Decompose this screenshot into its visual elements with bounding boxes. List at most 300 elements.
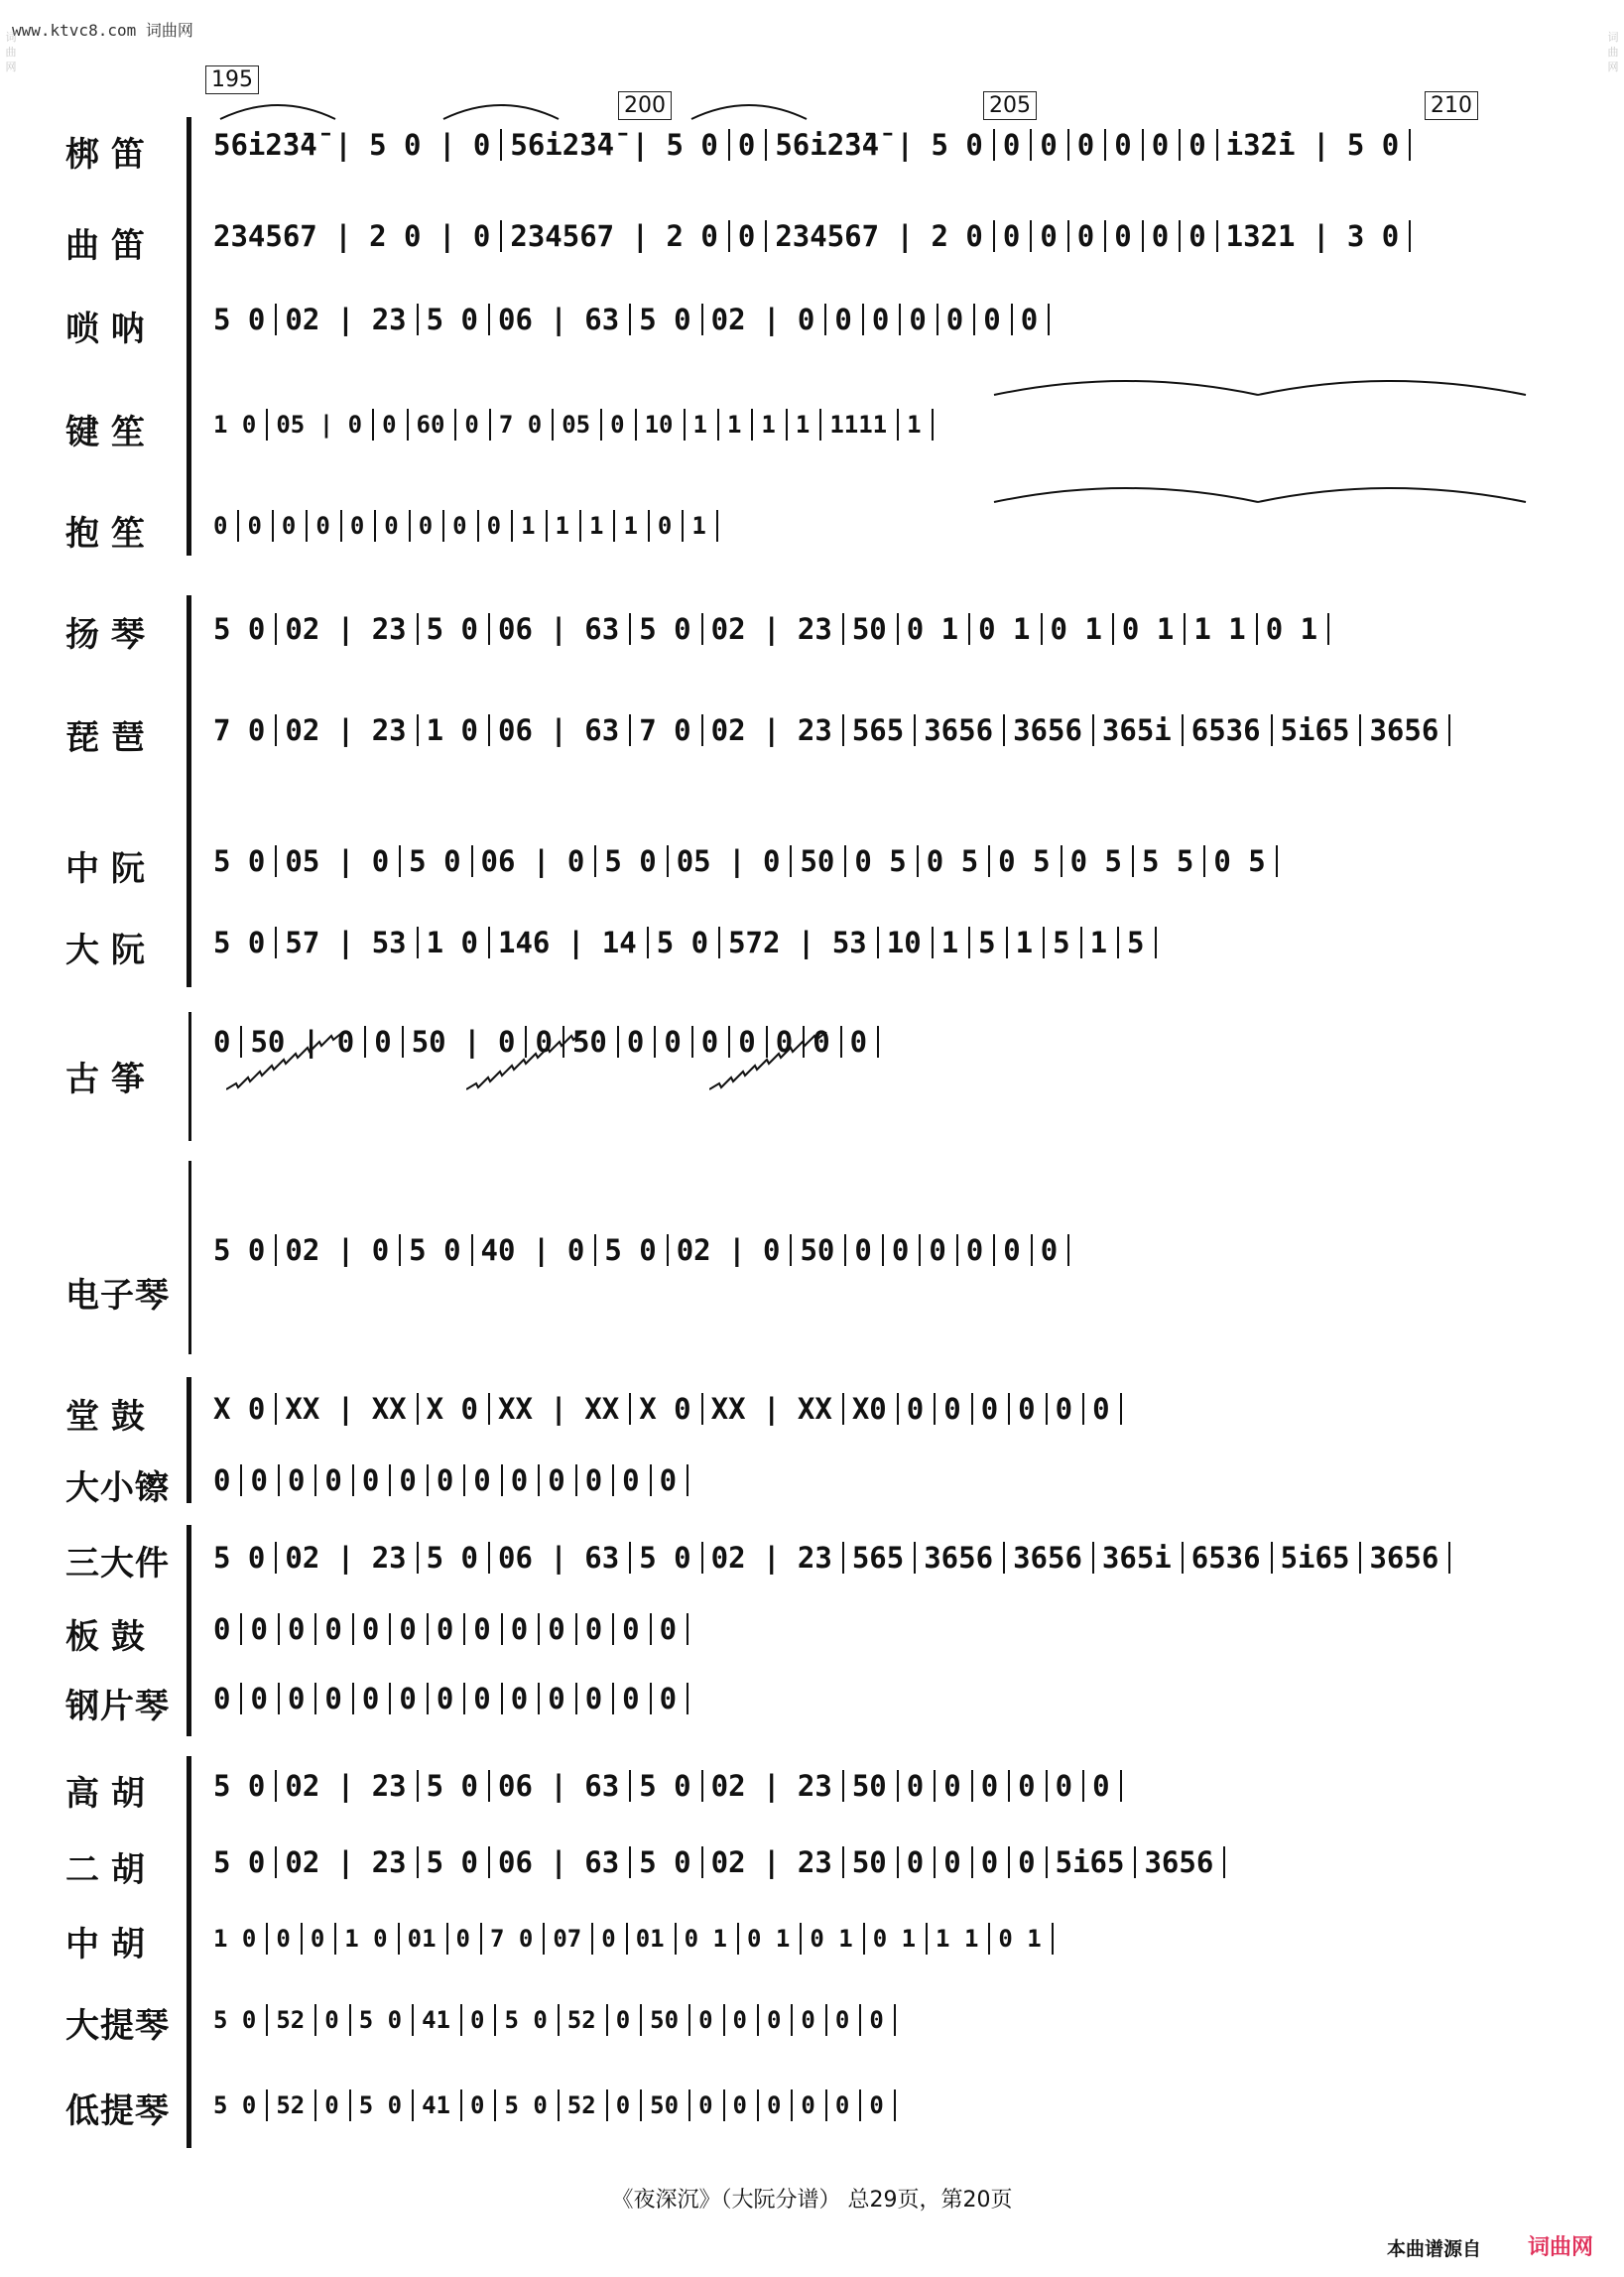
staff-row-baosheng	[213, 510, 1533, 542]
measure-cell: 0	[324, 1464, 353, 1496]
staff-row-pipa	[213, 714, 1533, 746]
side-watermark-right: 词曲网	[1607, 31, 1619, 73]
measure-cell: 02 | 23	[285, 1770, 418, 1802]
measure-cell: 0	[1092, 1393, 1121, 1425]
measure-cell: 0	[738, 220, 767, 252]
measure-cell: 1	[623, 510, 649, 542]
measure-cell: 0	[324, 2089, 350, 2121]
measure-cell: 41	[422, 2004, 462, 2036]
measure-cell: 0	[738, 129, 767, 161]
measure-cell: 5 0	[359, 2004, 414, 2036]
measure-cell: 0	[456, 1923, 482, 1955]
measure-cell: 5 0	[639, 304, 702, 335]
measure-cell: 0	[738, 1026, 767, 1058]
staff-row-jiansheng	[213, 409, 1533, 441]
measure-cell: 0	[374, 1026, 403, 1058]
staff-row-zhongruan	[213, 845, 1533, 877]
perc-bracket	[187, 1525, 191, 1736]
measure-cell: X 0	[427, 1393, 490, 1425]
measure-cell: 3656	[1369, 714, 1450, 746]
measure-cell: 0	[288, 1464, 316, 1496]
staff-row-yangqin	[213, 613, 1533, 645]
measure-cell: 0 1	[685, 1923, 739, 1955]
measure-cell: 0	[288, 1683, 316, 1714]
measure-cell: 0 1	[873, 1923, 928, 1955]
measure-cell: 56i2̄3̄4̄ | 5 0 | 0	[213, 129, 502, 161]
measure-cell: 0	[834, 304, 863, 335]
measure-cell: 0	[1152, 129, 1181, 161]
measure-cell: 0	[1018, 1393, 1047, 1425]
measure-cell: 1	[941, 927, 970, 958]
measure-cell: 0 5	[1213, 845, 1277, 877]
measure-cell: 10	[887, 927, 934, 958]
instrument-name-sandajian: 三大件	[65, 1544, 170, 1583]
measure-cell: 0	[399, 1683, 428, 1714]
staff-row-qudi	[213, 220, 1533, 252]
measure-cell: X 0	[639, 1393, 702, 1425]
measure-cell: 1	[556, 510, 581, 542]
measure-cell: 5 0	[213, 927, 277, 958]
measure-cell: 10	[645, 409, 686, 441]
instrument-name-yangqin: 扬 琴	[65, 615, 145, 655]
measure-cell: 0	[213, 1464, 242, 1496]
staff-row-ditiqin	[213, 2089, 1533, 2121]
measure-cell: 1 1	[1193, 613, 1257, 645]
glissando-mark-1	[226, 1032, 345, 1091]
measure-cell: 0	[1092, 1770, 1121, 1802]
measure-cell: 02 | 23	[285, 304, 418, 335]
measure-cell: 7 0	[490, 1923, 545, 1955]
measure-cell: 0	[660, 1683, 688, 1714]
measure-cell: 1	[907, 409, 933, 441]
measure-cell: 0	[1056, 1393, 1084, 1425]
staff-row-suona	[213, 304, 1533, 335]
measure-cell: 52	[276, 2004, 316, 2036]
measure-cell: 6536	[1191, 714, 1273, 746]
measure-cell: 0 5	[927, 845, 990, 877]
measure-cell: 0	[776, 1026, 805, 1058]
measure-cell: 0	[801, 2004, 826, 2036]
staff-row-erhu	[213, 1846, 1533, 1878]
measure-cell: 0	[854, 1234, 883, 1266]
measure-cell: 50	[800, 1234, 846, 1266]
measure-cell: 5 0	[213, 1234, 277, 1266]
measure-cell: 234567 | 2 0 | 0	[213, 220, 502, 252]
measure-cell: 0	[601, 1923, 627, 1955]
measure-cell: 0	[1188, 220, 1217, 252]
measure-cell: 0	[812, 1026, 841, 1058]
measure-cell: 0	[548, 1613, 576, 1645]
measure-cell: 0	[1041, 1234, 1069, 1266]
measure-number-210: 210	[1425, 91, 1478, 120]
measure-cell: 5 0	[427, 1846, 490, 1878]
measure-cell: 1 0	[213, 409, 268, 441]
measure-cell: 0	[324, 1613, 353, 1645]
measure-cell: 0	[907, 1846, 936, 1878]
staff-row-datiqin	[213, 2004, 1533, 2036]
measure-cell: 5 0	[213, 613, 277, 645]
measure-cell: 02 | 0	[677, 1234, 793, 1266]
staff-row-bangdi	[213, 129, 1533, 161]
measure-cell: 0	[943, 1770, 972, 1802]
measure-number-195: 195	[205, 65, 259, 94]
measure-cell: 0	[470, 2004, 496, 2036]
measure-cell: 50	[852, 1770, 899, 1802]
measure-cell: XX | XX	[498, 1393, 631, 1425]
source-label: 本曲谱源自	[1387, 2238, 1482, 2260]
measure-cell: 05 | 0	[677, 845, 793, 877]
measure-cell: 5 0	[409, 1234, 472, 1266]
measure-cell: 5 0	[213, 845, 277, 877]
measure-cell: 0	[1018, 1770, 1047, 1802]
measure-cell: 234567 | 2 0	[510, 220, 730, 252]
measure-cell: 0	[946, 304, 975, 335]
measure-cell: 0	[548, 1464, 576, 1496]
measure-cell: 60	[417, 409, 457, 441]
staff-row-zhonghu	[213, 1923, 1533, 1955]
side-watermark-left: 词曲网	[5, 31, 17, 73]
measure-cell: 52	[276, 2089, 316, 2121]
measure-cell: 0	[288, 1613, 316, 1645]
measure-cell: 0	[399, 1613, 428, 1645]
tie-arc	[992, 474, 1528, 504]
measure-cell: 0 1	[747, 1923, 802, 1955]
measure-cell: 0	[698, 2089, 724, 2121]
measure-cell: 05 | 0	[285, 845, 401, 877]
measure-number-205: 205	[983, 91, 1037, 120]
measure-cell: 5 0	[504, 2004, 559, 2036]
measure-cell: 1321 | 3 0	[1226, 220, 1412, 252]
page-footer: 《夜深沉》（大阮分谱） 总29页，第20页	[611, 2188, 1013, 2213]
measure-cell: 1 0	[427, 927, 490, 958]
measure-cell: 06 | 63	[498, 1542, 631, 1574]
measure-cell: 0	[585, 1464, 614, 1496]
measure-cell: 565	[852, 714, 916, 746]
measure-cell: 5	[978, 927, 1007, 958]
measure-cell: 1	[521, 510, 547, 542]
measure-cell: i3̄2̄i | 5 0	[1226, 129, 1412, 161]
measure-cell: 0	[213, 1683, 242, 1714]
measure-cell: 50	[800, 845, 846, 877]
measure-cell: 0	[627, 1026, 656, 1058]
measure-cell: 0	[384, 510, 410, 542]
measure-cell: 7 0	[499, 409, 554, 441]
measure-cell: 0	[535, 1026, 563, 1058]
measure-cell: 0	[1003, 1234, 1032, 1266]
measure-cell: 0	[981, 1393, 1010, 1425]
measure-cell: 0	[311, 1923, 336, 1955]
measure-cell: 3656	[1013, 714, 1094, 746]
measure-cell: 5 0	[639, 1770, 702, 1802]
measure-cell: 5	[1127, 927, 1156, 958]
measure-cell: 5 0	[213, 304, 277, 335]
measure-cell: 5 0	[359, 2089, 414, 2121]
measure-cell: 1 0	[344, 1923, 399, 1955]
instrument-name-erhu: 二 胡	[65, 1850, 145, 1890]
staff-row-daxiaocha	[213, 1464, 1533, 1496]
strings-bracket	[187, 1756, 191, 2148]
measure-cell: 50 | 0	[412, 1026, 528, 1058]
measure-cell: 0	[511, 1683, 540, 1714]
measure-cell: 57 | 53	[285, 927, 418, 958]
measure-cell: 0	[660, 1464, 688, 1496]
measure-cell: 5 0	[213, 1542, 277, 1574]
measure-cell: 0	[585, 1613, 614, 1645]
measure-cell: 5 0	[657, 927, 720, 958]
measure-cell: 5 0	[213, 2089, 268, 2121]
measure-cell: 0	[399, 1464, 428, 1496]
staff-row-sandajian	[213, 1542, 1533, 1574]
staff-row-tanggu	[213, 1393, 1533, 1425]
guzheng-brace	[188, 1012, 191, 1141]
instrument-name-bangu: 板 鼓	[65, 1617, 145, 1657]
measure-cell: 0	[585, 1683, 614, 1714]
measure-cell: 0	[250, 1683, 279, 1714]
measure-cell: X0	[852, 1393, 899, 1425]
instrument-name-jiansheng: 键 笙	[65, 413, 145, 452]
measure-cell: 02 | 23	[711, 1770, 844, 1802]
staff-row-daruan	[213, 927, 1533, 958]
measure-cell: 5	[1053, 927, 1081, 958]
measure-cell: 0	[869, 2089, 895, 2121]
measure-cell: 0	[511, 1613, 540, 1645]
measure-cell: 1	[691, 510, 717, 542]
measure-cell: 3656	[1369, 1542, 1450, 1574]
measure-cell: 0	[1077, 129, 1106, 161]
measure-cell: 0	[966, 1234, 995, 1266]
measure-cell: 0	[622, 1683, 651, 1714]
measure-cell: 01	[408, 1923, 448, 1955]
measure-cell: 02 | 23	[711, 613, 844, 645]
measure-cell: XX | XX	[711, 1393, 844, 1425]
glissando-mark-2	[466, 1032, 585, 1091]
measure-cell: 565	[852, 1542, 916, 1574]
measure-cell: 0	[1114, 220, 1143, 252]
measure-cell: 02 | 23	[285, 714, 418, 746]
measure-cell: 56i2̄3̄4̄ | 5 0	[510, 129, 730, 161]
measure-cell: 0	[511, 1464, 540, 1496]
measure-cell: 0	[622, 1464, 651, 1496]
measure-cell: 05 | 0	[276, 409, 374, 441]
measure-cell: 1	[727, 409, 753, 441]
measure-cell: 0	[324, 2004, 350, 2036]
measure-cell: 1	[693, 409, 719, 441]
measure-cell: 5 0	[213, 1846, 277, 1878]
measure-cell: 0 1	[1051, 613, 1114, 645]
measure-cell: 02 | 23	[285, 1542, 418, 1574]
measure-cell: 7 0	[213, 714, 277, 746]
woodwind-bracket	[187, 117, 191, 556]
measure-cell: 07	[553, 1923, 593, 1955]
measure-cell: 365i	[1102, 714, 1184, 746]
measure-cell: 0	[1077, 220, 1106, 252]
measure-cell: 5 0	[639, 1846, 702, 1878]
measure-cell: 0	[487, 510, 513, 542]
measure-cell: 5i65	[1281, 714, 1362, 746]
plucked-bracket	[187, 595, 191, 987]
instrument-name-daxiaocha: 大小镲	[65, 1468, 170, 1508]
measure-cell: 0	[943, 1846, 972, 1878]
measure-cell: 0	[247, 510, 273, 542]
measure-cell: 0	[324, 1683, 353, 1714]
instrument-name-tanggu: 堂 鼓	[65, 1397, 145, 1437]
measure-cell: 0	[1040, 220, 1068, 252]
measure-cell: 02 | 0	[711, 304, 827, 335]
measure-cell: 0	[1114, 129, 1143, 161]
measure-cell: 0	[473, 1464, 502, 1496]
measure-cell: 0 1	[907, 613, 970, 645]
measure-cell: 41	[422, 2089, 462, 2121]
measure-cell: 0	[362, 1683, 391, 1714]
measure-cell: 0	[470, 2089, 496, 2121]
instrument-name-zhonghu: 中 胡	[65, 1925, 145, 1964]
measure-cell: 02 | 0	[285, 1234, 401, 1266]
measure-cell: 5 5	[1142, 845, 1205, 877]
measure-cell: 146 | 14	[498, 927, 649, 958]
measure-cell: 0	[981, 1770, 1010, 1802]
measure-cell: 0	[835, 2004, 861, 2036]
measure-cell: 0	[869, 2004, 895, 2036]
measure-cell: 1 1	[936, 1923, 990, 1955]
measure-cell: 0 1	[978, 613, 1042, 645]
measure-cell: 0	[350, 510, 376, 542]
measure-cell: 56i2̄3̄4̄ | 5 0	[775, 129, 995, 161]
measure-cell: 0	[464, 409, 490, 441]
measure-cell: 01	[636, 1923, 677, 1955]
measure-cell: 0	[250, 1464, 279, 1496]
glissando-mark-3	[709, 1032, 828, 1091]
staff-row-gangpianqin	[213, 1683, 1533, 1714]
measure-cell: 0	[1021, 304, 1050, 335]
measure-cell: 02 | 23	[711, 1846, 844, 1878]
measure-cell: 5 0	[639, 613, 702, 645]
measure-cell: 50	[650, 2089, 690, 2121]
measure-cell: 0	[733, 2004, 759, 2036]
measure-cell: 0	[610, 409, 636, 441]
slur-arc	[218, 97, 337, 121]
keyboard-brace	[188, 1161, 191, 1354]
instrument-name-guzheng: 古 筝	[65, 1060, 145, 1099]
measure-cell: 0	[1003, 129, 1032, 161]
measure-cell: 0	[835, 2089, 861, 2121]
measure-cell: 572 | 53	[728, 927, 879, 958]
measure-cell: 0	[1152, 220, 1181, 252]
measure-cell: 6536	[1191, 1542, 1273, 1574]
measure-cell: 0	[907, 1393, 936, 1425]
measure-cell: 0	[1056, 1770, 1084, 1802]
staff-row-gaohu	[213, 1770, 1533, 1802]
measure-cell: 02 | 23	[285, 1846, 418, 1878]
instrument-name-daruan: 大 阮	[65, 931, 145, 970]
measure-cell: 1	[1016, 927, 1045, 958]
measure-cell: 0	[698, 2004, 724, 2036]
measure-cell: 02 | 23	[711, 1542, 844, 1574]
measure-cell: 06 | 63	[498, 1770, 631, 1802]
measure-cell: 50 | 0	[250, 1026, 366, 1058]
measure-cell: 0	[767, 2089, 793, 2121]
measure-cell: 0	[872, 304, 901, 335]
measure-cell: 5 0	[427, 1542, 490, 1574]
measure-cell: 0	[437, 1613, 465, 1645]
measure-cell: 0	[981, 1846, 1010, 1878]
drum-bracket	[187, 1377, 191, 1503]
measure-cell: 0	[250, 1613, 279, 1645]
measure-cell: 0 5	[854, 845, 918, 877]
staff-row-dianziqin	[213, 1234, 1533, 1266]
measure-cell: 0	[276, 1923, 302, 1955]
measure-cell: 0 1	[1266, 613, 1329, 645]
measure-cell: 3656	[924, 714, 1005, 746]
measure-cell: 0	[664, 1026, 692, 1058]
measure-cell: 0	[382, 409, 408, 441]
measure-cell: 52	[567, 2004, 608, 2036]
measure-cell: 0	[548, 1683, 576, 1714]
instrument-name-datiqin: 大提琴	[65, 2006, 170, 2046]
measure-cell: 0	[452, 510, 478, 542]
site-logo: 词曲网	[1528, 2235, 1594, 2260]
measure-cell: 0 5	[998, 845, 1062, 877]
measure-cell: 5 0	[639, 1542, 702, 1574]
measure-cell: 50	[572, 1026, 619, 1058]
measure-cell: 0 5	[1070, 845, 1134, 877]
measure-cell: 40 | 0	[481, 1234, 597, 1266]
measure-cell: 0	[658, 510, 684, 542]
measure-cell: 3656	[1144, 1846, 1225, 1878]
measure-cell: 02 | 23	[285, 613, 418, 645]
measure-cell: 5 0	[504, 2089, 559, 2121]
instrument-name-bangdi: 梆 笛	[65, 135, 145, 175]
measure-cell: 0	[801, 2089, 826, 2121]
measure-cell: 0	[315, 510, 341, 542]
measure-cell: 5 0	[213, 2004, 268, 2036]
measure-cell: 05	[562, 409, 602, 441]
measure-cell: 0	[616, 2089, 642, 2121]
measure-cell: 5 0	[604, 845, 668, 877]
instrument-name-suona: 唢 呐	[65, 310, 145, 349]
measure-cell: 0	[1003, 220, 1032, 252]
measure-cell: 234567 | 2 0	[775, 220, 995, 252]
measure-cell: 0	[701, 1026, 730, 1058]
measure-cell: 5 0	[427, 304, 490, 335]
instrument-name-pipa: 琵 琶	[65, 718, 145, 758]
measure-cell: 0	[1040, 129, 1068, 161]
measure-cell: 06 | 63	[498, 714, 631, 746]
measure-cell: 0	[616, 2004, 642, 2036]
measure-cell: 0	[362, 1613, 391, 1645]
measure-cell: 02 | 23	[711, 714, 844, 746]
measure-cell: 0	[473, 1613, 502, 1645]
slur-arc	[441, 97, 561, 121]
measure-cell: 0 1	[810, 1923, 864, 1955]
measure-cell: 0	[983, 304, 1012, 335]
measure-cell: 365i	[1102, 1542, 1184, 1574]
measure-cell: 5 0	[213, 1770, 277, 1802]
measure-cell: 1	[796, 409, 821, 441]
measure-cell: 1	[589, 510, 615, 542]
measure-cell: 1	[761, 409, 787, 441]
measure-cell: 0	[1188, 129, 1217, 161]
measure-cell: 5i65	[1056, 1846, 1137, 1878]
instrument-name-qudi: 曲 笛	[65, 226, 145, 266]
measure-cell: 50	[852, 1846, 899, 1878]
measure-cell: 06 | 63	[498, 304, 631, 335]
instrument-name-baosheng: 抱 笙	[65, 514, 145, 554]
measure-cell: 0	[733, 2089, 759, 2121]
measure-cell: 0	[943, 1393, 972, 1425]
tie-arc	[992, 367, 1528, 397]
measure-cell: 3656	[924, 1542, 1005, 1574]
measure-cell: 50	[852, 613, 899, 645]
